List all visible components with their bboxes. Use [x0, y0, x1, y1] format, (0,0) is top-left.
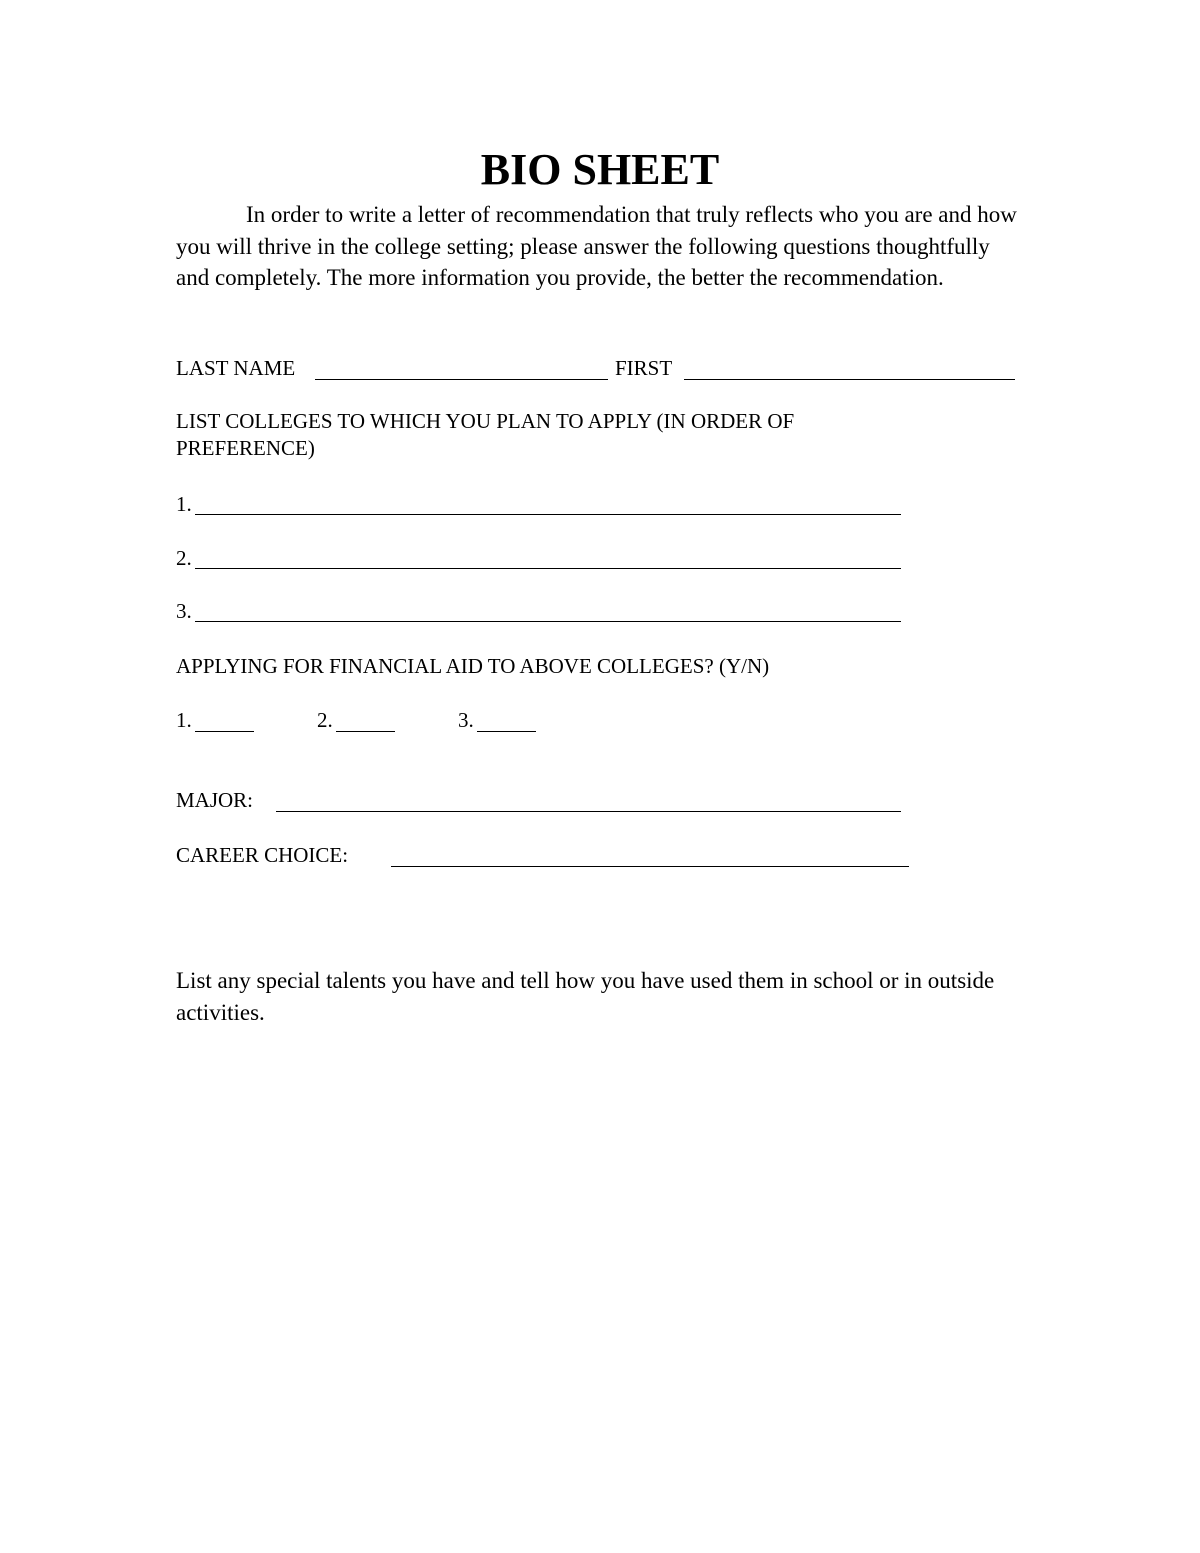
- college-item-2-field[interactable]: [195, 568, 901, 569]
- aid-item-1-label: 1.: [176, 708, 192, 732]
- first-name-field[interactable]: [684, 379, 1015, 380]
- colleges-heading-line2: PREFERENCE): [176, 436, 315, 460]
- college-item-1-field[interactable]: [195, 514, 901, 515]
- talents-prompt: List any special talents you have and tell how you have used them in school or in outside activities.: [176, 968, 995, 1025]
- aid-item-1-field[interactable]: [195, 731, 254, 732]
- first-name-label: FIRST: [615, 356, 673, 380]
- career-choice-label: CAREER CHOICE:: [176, 843, 349, 867]
- aid-item-2-label: 2.: [317, 708, 333, 732]
- college-item-2-label: 2.: [176, 546, 192, 570]
- last-name-field[interactable]: [315, 379, 608, 380]
- colleges-heading-line1: LIST COLLEGES TO WHICH YOU PLAN TO APPLY (IN ORDER OF: [176, 409, 795, 433]
- major-field[interactable]: [276, 811, 901, 812]
- financial-aid-question: APPLYING FOR FINANCIAL AID TO ABOVE COLLEGES? (Y/N): [176, 654, 770, 678]
- college-item-3-field[interactable]: [195, 621, 901, 622]
- aid-item-2-field[interactable]: [336, 731, 395, 732]
- last-name-label: LAST NAME: [176, 356, 296, 380]
- college-item-1-label: 1.: [176, 492, 192, 516]
- page-title: BIO SHEET: [480, 145, 720, 194]
- major-label: MAJOR:: [176, 788, 254, 812]
- aid-item-3-label: 3.: [458, 708, 474, 732]
- career-choice-field[interactable]: [391, 866, 909, 867]
- college-item-3-label: 3.: [176, 599, 192, 623]
- aid-item-3-field[interactable]: [477, 731, 536, 732]
- intro-paragraph: In order to write a letter of recommendation that truly reflects who you are and how you will thrive in the college setting; please answer the following questions thoughtfully and completely. The more information you provide, the better the recommendation.: [176, 202, 1017, 290]
